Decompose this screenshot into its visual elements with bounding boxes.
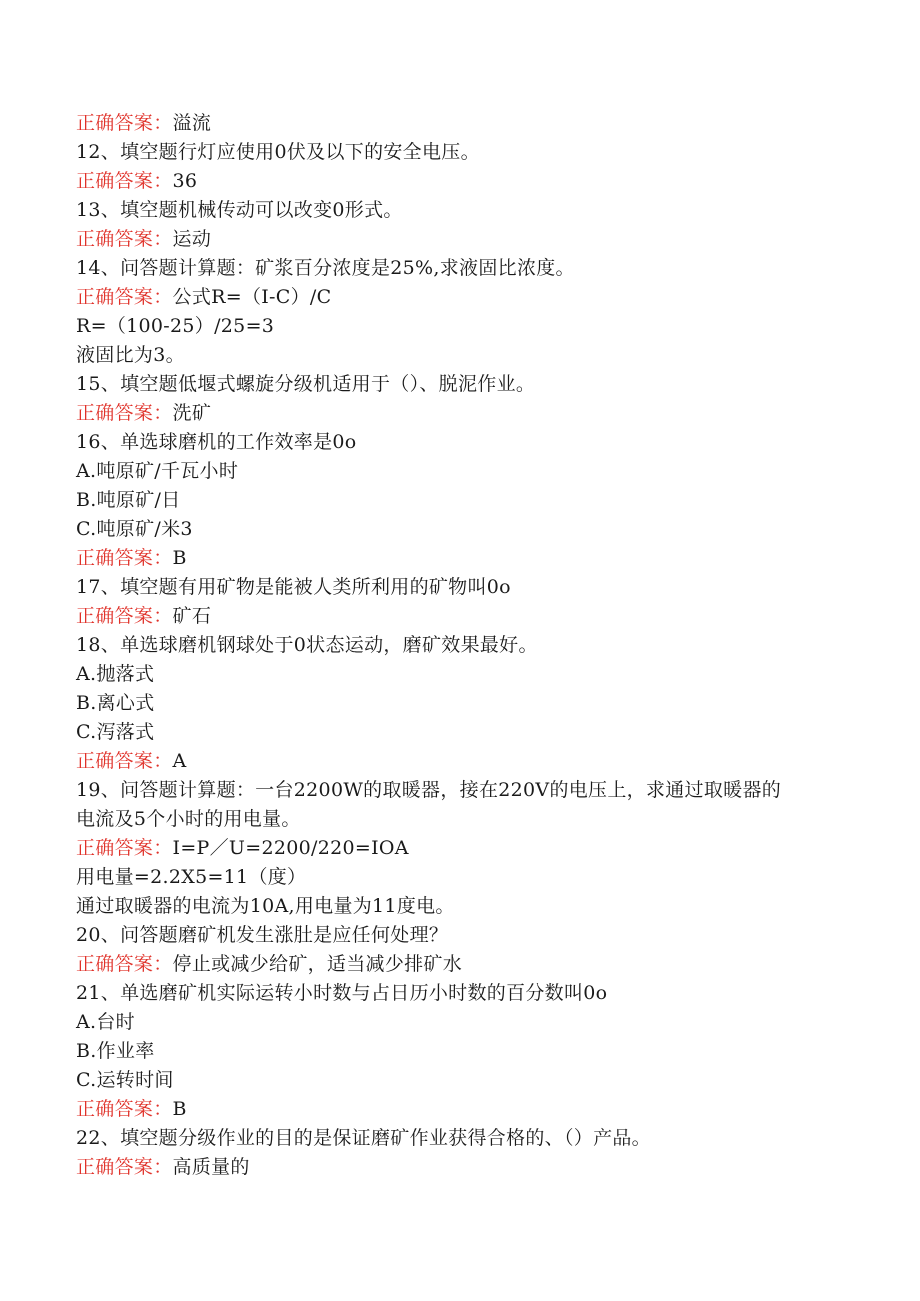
- answer-label: 正确答案：: [76, 112, 173, 134]
- text-line: 12、填空题行灯应使用0伏及以下的安全电压。: [76, 141, 480, 163]
- answer-line: [76, 1095, 856, 1124]
- answer-label: 正确答案：: [76, 547, 173, 569]
- answer-label: 正确答案：: [76, 750, 173, 772]
- answer-value: B: [172, 1098, 187, 1120]
- answer-line: [76, 834, 856, 863]
- answer-label: 正确答案：: [76, 953, 173, 975]
- text-line: 17、填空题有用矿物是能被人类所利用的矿物叫0o: [76, 576, 511, 598]
- text-line: A.台时: [76, 1011, 135, 1033]
- answer-label: 正确答案：: [76, 170, 173, 192]
- answer-label: 正确答案：: [76, 402, 173, 424]
- answer-value: 高质量的: [172, 1156, 250, 1178]
- answer-line: [76, 283, 856, 312]
- text-line: R=（100-25）/25=3: [76, 315, 275, 337]
- answer-line: [76, 109, 856, 138]
- answer-label: 正确答案：: [76, 286, 173, 308]
- text-line: B.离心式: [76, 692, 155, 714]
- answer-label: 正确答案：: [76, 228, 173, 250]
- text-line: 18、单选球磨机钢球处于0状态运动，磨矿效果最好。: [76, 634, 538, 656]
- answer-label: 正确答案：: [76, 605, 173, 627]
- text-line: 电流及5个小时的用电量。: [76, 808, 301, 830]
- answer-value: 矿石: [172, 605, 212, 627]
- answer-line: [76, 1153, 856, 1182]
- text-line: 19、问答题计算题：一台2200W的取暖器，接在220V的电压上，求通过取暖器的: [76, 779, 782, 801]
- answer-value: 溢流: [172, 112, 212, 134]
- text-line: C.运转时间: [76, 1069, 174, 1091]
- answer-value: 公式R=（I-C）/C: [172, 286, 332, 308]
- answer-line: [76, 544, 856, 573]
- text-line: C.吨原矿/米3: [76, 518, 193, 540]
- text-line: B.吨原矿/日: [76, 489, 181, 511]
- answer-value: I=P／U=2200/220=IOA: [172, 837, 409, 859]
- text-line: A.抛落式: [76, 663, 155, 685]
- answer-value: B: [172, 547, 187, 569]
- text-line: 14、问答题计算题：矿浆百分浓度是25%,求液固比浓度。: [76, 257, 575, 279]
- text-line: 13、填空题机械传动可以改变0形式。: [76, 199, 403, 221]
- answer-line: [76, 602, 856, 631]
- answer-line: [76, 225, 856, 254]
- answer-line: [76, 950, 856, 979]
- answer-line: [76, 167, 856, 196]
- text-line: 16、单选球磨机的工作效率是0o: [76, 431, 357, 453]
- text-line: 液固比为3。: [76, 344, 185, 366]
- document-body: [76, 109, 856, 1182]
- text-line: 通过取暖器的电流为10A,用电量为11度电。: [76, 895, 455, 917]
- text-line: 22、填空题分级作业的目的是保证磨矿作业获得合格的、（）产品。: [76, 1127, 651, 1149]
- text-line: B.作业率: [76, 1040, 155, 1062]
- answer-label: 正确答案：: [76, 1098, 173, 1120]
- text-line: 用电量=2.2X5=11（度）: [76, 866, 307, 888]
- text-line: C.泻落式: [76, 721, 155, 743]
- answer-label: 正确答案：: [76, 1156, 173, 1178]
- answer-label: 正确答案：: [76, 837, 173, 859]
- text-line: 15、填空题低堰式螺旋分级机适用于（）、脱泥作业。: [76, 373, 536, 395]
- text-line: A.吨原矿/千瓦小时: [76, 460, 239, 482]
- answer-value: 停止或减少给矿，适当减少排矿水: [172, 953, 463, 975]
- text-line: 21、单选磨矿机实际运转小时数与占日历小时数的百分数叫0o: [76, 982, 608, 1004]
- text-line: 20、问答题磨矿机发生涨肚是应任何处理？: [76, 924, 449, 946]
- answer-value: 运动: [172, 228, 212, 250]
- answer-value: 洗矿: [172, 402, 212, 424]
- answer-value: 36: [172, 170, 198, 192]
- answer-line: [76, 399, 856, 428]
- answer-line: [76, 747, 856, 776]
- answer-value: A: [172, 750, 187, 772]
